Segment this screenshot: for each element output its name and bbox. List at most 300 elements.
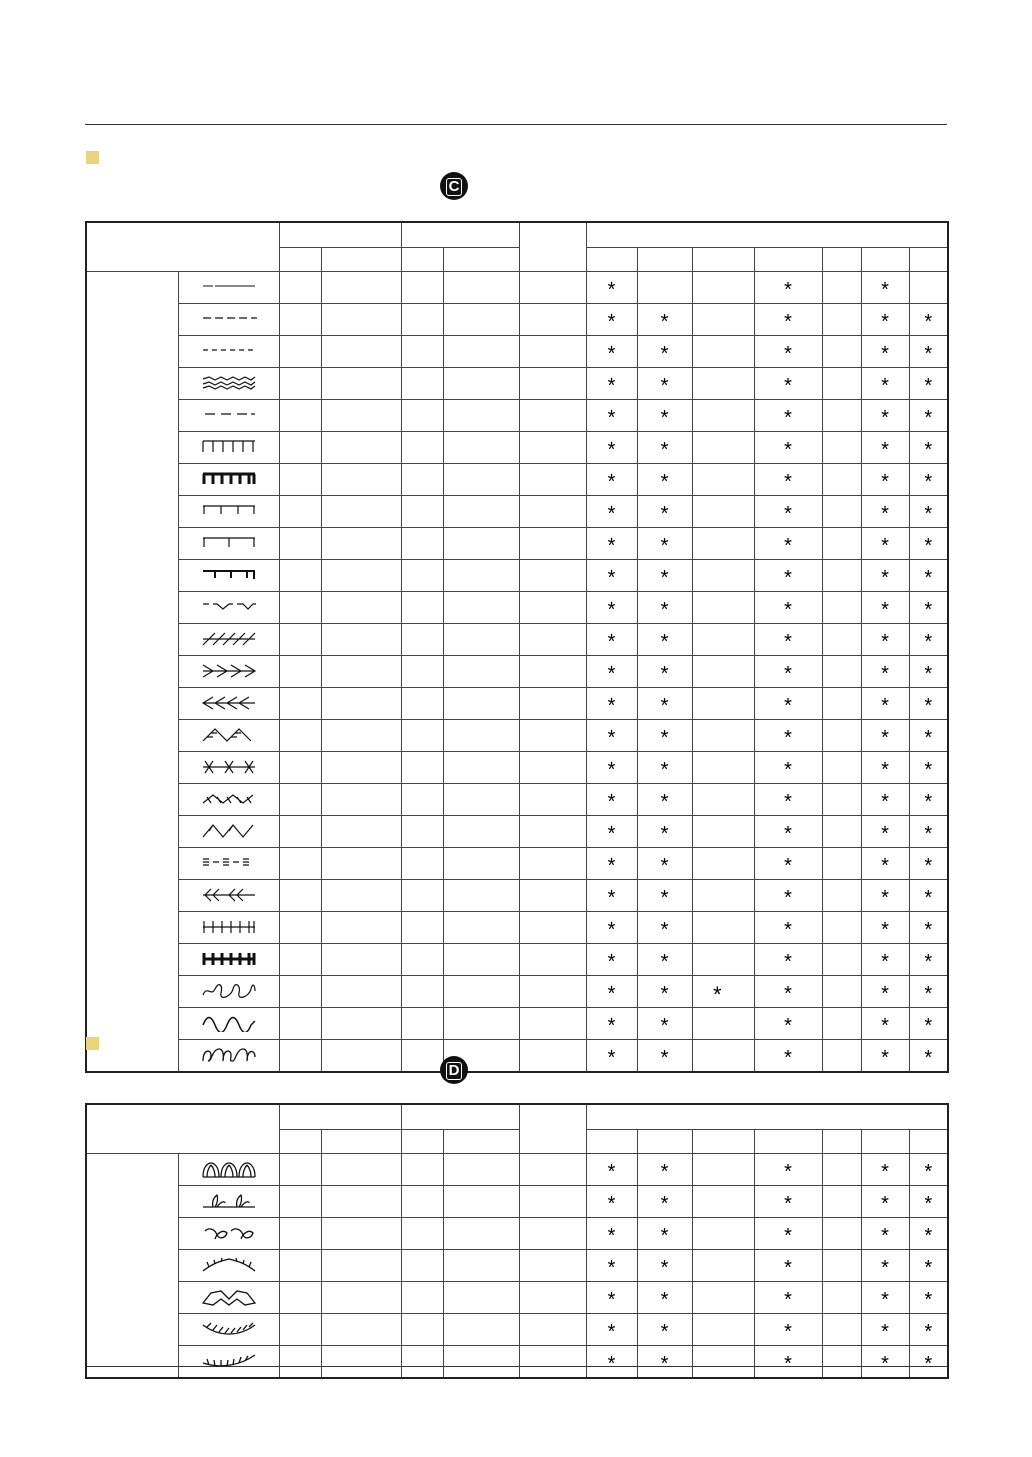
star-mark: * [660,342,669,365]
table-row [86,304,948,336]
stitch-bold-cross-line-icon [201,951,257,968]
compat-cell [692,944,754,976]
star-mark: * [607,1256,616,1279]
value-cell [519,1346,586,1379]
table-row [86,1008,948,1040]
star-mark: * [784,1160,792,1183]
stitch-pattern-cell [178,976,279,1008]
star-mark: * [881,790,889,813]
star-mark: * [881,1352,889,1375]
value-cell [279,1282,321,1314]
star-mark: * [784,502,792,525]
compat-cell [909,1218,948,1250]
stitch-dashed-icon [201,311,257,328]
stitch-fern-curve-icon [201,1353,257,1370]
star-mark: * [607,470,616,493]
stitch-pattern-cell [178,496,279,528]
value-cell [519,1186,586,1218]
compat-cell [754,1154,822,1186]
compat-cell [586,912,637,944]
subheader-cell [279,248,321,272]
stitch-feather-icon [201,791,257,808]
compat-cell [861,1346,909,1379]
compat-cell [909,464,948,496]
subheader-cell [754,248,822,272]
compat-cell [637,656,692,688]
value-cell [443,1008,519,1040]
compat-cell [909,944,948,976]
compat-cell [822,1346,861,1379]
compat-cell [586,272,637,304]
value-cell [401,624,443,656]
compat-cell [861,400,909,432]
value-cell [519,816,586,848]
compat-cell [909,720,948,752]
value-cell [401,1154,443,1186]
star-mark: * [660,1224,669,1247]
value-cell [279,1186,321,1218]
compat-cell [822,912,861,944]
value-cell [321,624,401,656]
value-cell [443,976,519,1008]
compat-cell [754,272,822,304]
star-mark: * [660,662,669,685]
compat-cell [822,688,861,720]
compat-cell [692,336,754,368]
star-mark: * [924,502,933,525]
compat-cell [861,688,909,720]
value-cell [401,1218,443,1250]
value-cell [401,848,443,880]
compat-cell [909,624,948,656]
compat-cell [586,528,637,560]
compat-cell [692,816,754,848]
star-mark: * [924,822,933,845]
star-mark: * [784,406,792,429]
star-mark: * [607,694,616,717]
value-cell [279,1040,321,1073]
stitch-fishbone-icon [201,887,257,904]
value-cell [401,976,443,1008]
value-cell [321,368,401,400]
value-cell [279,1008,321,1040]
compat-cell [822,1250,861,1282]
compat-cell [692,624,754,656]
star-mark: * [881,310,889,333]
compat-cell [861,336,909,368]
value-cell [443,784,519,816]
compat-cell [754,944,822,976]
value-cell [401,752,443,784]
compat-cell [586,880,637,912]
stitch-table [85,221,949,1073]
compat-cell [586,1250,637,1282]
compat-cell [909,592,948,624]
compat-cell [822,496,861,528]
stitch-sprouts-icon [201,1193,257,1210]
value-cell [279,720,321,752]
value-cell [443,1250,519,1282]
subheader-cell [637,1130,692,1154]
star-mark: * [660,470,669,493]
compat-cell [822,784,861,816]
table-row [86,1218,948,1250]
star-mark: * [607,374,616,397]
compat-cell [637,432,692,464]
value-cell [279,304,321,336]
value-cell [443,400,519,432]
compat-cell [909,1250,948,1282]
compat-cell [586,1218,637,1250]
compat-cell [822,1218,861,1250]
compat-cell [637,368,692,400]
star-mark: * [660,1320,669,1343]
star-mark: * [881,918,889,941]
star-mark: * [924,982,933,1005]
table-row [86,400,948,432]
star-mark: * [660,918,669,941]
value-cell [321,912,401,944]
star-mark: * [881,1288,889,1311]
star-mark: * [784,534,792,557]
compat-cell [909,1346,948,1379]
compat-cell [637,1218,692,1250]
star-mark: * [881,1320,889,1343]
value-cell [321,336,401,368]
compat-cell [754,496,822,528]
star-mark: * [881,374,889,397]
stitch-pattern-cell [178,688,279,720]
stitch-v-line-icon [201,599,257,616]
value-cell [443,528,519,560]
stitch-pattern-cell [178,720,279,752]
star-mark: * [607,566,616,589]
compat-cell [861,1218,909,1250]
stitch-zigzag-band-icon [201,375,257,392]
stitch-loop-wave-icon [201,1047,257,1064]
stitch-zigzag-fern-icon [201,727,257,744]
star-mark: * [881,342,889,365]
table-row [86,432,948,464]
value-cell [279,336,321,368]
star-mark: * [881,1224,889,1247]
compat-cell [909,1186,948,1218]
star-mark: * [607,1014,616,1037]
compat-cell [909,432,948,464]
value-cell [519,1008,586,1040]
stitch-pattern-cell [178,656,279,688]
value-cell [443,816,519,848]
star-mark: * [881,598,889,621]
star-mark: * [607,310,616,333]
subheader-cell [321,248,401,272]
star-mark: * [607,918,616,941]
stitch-pattern-cell [178,1040,279,1073]
star-mark: * [881,694,889,717]
compat-cell [861,720,909,752]
table-row [86,624,948,656]
value-cell [443,1154,519,1186]
compat-cell [692,400,754,432]
value-cell [279,1154,321,1186]
compat-cell [754,656,822,688]
compat-cell [754,1008,822,1040]
star-mark: * [607,982,616,1005]
compat-cell [637,944,692,976]
value-cell [443,592,519,624]
compat-cell [909,880,948,912]
compat-cell [637,1008,692,1040]
stitch-comb-icon [201,439,257,456]
value-cell [401,496,443,528]
value-cell [279,272,321,304]
stitch-peaks-icon [201,823,257,840]
compat-cell [637,688,692,720]
compat-cell [754,1282,822,1314]
star-mark: * [607,534,616,557]
stitch-pattern-cell [178,1314,279,1346]
value-cell [519,976,586,1008]
star-mark: * [784,950,792,973]
compat-cell [861,1282,909,1314]
value-cell [279,528,321,560]
stitch-pattern-cell [178,1218,279,1250]
star-mark: * [784,1224,792,1247]
section-marker [86,1037,99,1050]
compat-cell [586,624,637,656]
value-cell [443,1314,519,1346]
stitch-pattern-cell [178,784,279,816]
subheader-cell [822,1130,861,1154]
subheader-cell [637,248,692,272]
value-cell [401,528,443,560]
stitch-pattern-cell [178,912,279,944]
compat-cell [754,1218,822,1250]
compat-cell [861,304,909,336]
compat-cell [822,752,861,784]
star-mark: * [881,470,889,493]
compat-cell [861,880,909,912]
compat-cell [692,784,754,816]
value-cell [401,304,443,336]
stitch-t-line-icon [201,567,257,584]
star-mark: * [881,406,889,429]
stitch-pattern-cell [178,336,279,368]
star-mark: * [660,1160,669,1183]
compat-cell [822,656,861,688]
value-cell [401,336,443,368]
value-cell [519,432,586,464]
header-cell-single [519,222,586,272]
compat-cell [909,976,948,1008]
star-mark: * [881,534,889,557]
value-cell [321,720,401,752]
value-cell [519,848,586,880]
stitch-blanket-icon [201,535,257,552]
compat-cell [822,848,861,880]
compat-cell [822,304,861,336]
stitch-tulips-icon [201,1161,257,1178]
compat-cell [586,688,637,720]
compat-cell [692,592,754,624]
value-cell [519,272,586,304]
compat-cell [909,784,948,816]
value-cell [321,1250,401,1282]
value-cell [401,464,443,496]
value-cell [401,880,443,912]
star-mark: * [660,534,669,557]
compat-cell [754,688,822,720]
compat-cell [861,976,909,1008]
value-cell [401,1346,443,1379]
stitch-pattern-cell [178,368,279,400]
star-mark: * [607,950,616,973]
compat-cell [692,752,754,784]
compat-cell [692,688,754,720]
subheader-cell [401,1130,443,1154]
table-row [86,752,948,784]
compat-cell [861,528,909,560]
value-cell [279,560,321,592]
star-mark: * [924,854,933,877]
stitch-arrows-left-icon [201,695,257,712]
stitch-pattern-cell [178,848,279,880]
compat-cell [909,1282,948,1314]
table-row [86,848,948,880]
compat-cell [637,592,692,624]
compat-cell [586,368,637,400]
mode-badge: C [440,172,468,200]
star-mark: * [784,822,792,845]
compat-cell [586,848,637,880]
subheader-cell [586,1130,637,1154]
value-cell [321,656,401,688]
value-cell [401,1040,443,1073]
value-cell [519,656,586,688]
value-cell [321,528,401,560]
compat-cell [586,1040,637,1073]
compat-cell [692,432,754,464]
table-row [86,272,948,304]
star-mark: * [924,598,933,621]
star-mark: * [924,438,933,461]
value-cell [321,464,401,496]
compat-cell [586,1314,637,1346]
value-cell [519,368,586,400]
value-cell [279,1250,321,1282]
value-cell [519,496,586,528]
table-row [86,496,948,528]
value-cell [279,816,321,848]
stitch-pattern-cell [178,400,279,432]
value-cell [519,1314,586,1346]
compat-cell [822,464,861,496]
compat-cell [637,560,692,592]
star-mark: * [784,918,792,941]
value-cell [279,752,321,784]
value-cell [279,368,321,400]
value-cell [519,400,586,432]
star-mark: * [660,1046,669,1069]
table-row [86,368,948,400]
compat-cell [754,1186,822,1218]
compat-cell [637,464,692,496]
star-mark: * [607,1320,616,1343]
compat-cell [637,304,692,336]
value-cell [443,1218,519,1250]
star-mark: * [607,1352,616,1375]
compat-cell [586,592,637,624]
compat-cell [586,336,637,368]
star-mark: * [784,1256,792,1279]
compat-cell [692,1314,754,1346]
star-mark: * [784,662,792,685]
compat-cell [822,368,861,400]
compat-cell [692,272,754,304]
compat-cell [822,432,861,464]
compat-cell [692,1186,754,1218]
star-mark: * [924,1014,933,1037]
compat-cell [909,752,948,784]
star-mark: * [607,630,616,653]
compat-cell [909,816,948,848]
stitch-long-dashed-icon [201,407,257,424]
table-row [86,944,948,976]
table-row [86,912,948,944]
table-row [86,1346,948,1379]
value-cell [443,304,519,336]
table-row [86,656,948,688]
compat-cell [692,560,754,592]
stitch-pattern-cell [178,880,279,912]
stitch-leaves-icon [201,1289,257,1306]
compat-cell [637,1040,692,1073]
value-cell [443,848,519,880]
compat-cell [586,432,637,464]
subheader-cell [279,1130,321,1154]
value-cell [279,624,321,656]
star-mark: * [881,630,889,653]
compat-cell [586,304,637,336]
stitch-pattern-cell [178,304,279,336]
star-mark: * [660,790,669,813]
compat-cell [637,720,692,752]
mode-badge: D [440,1056,468,1084]
star-mark: * [660,1352,669,1375]
star-mark: * [784,310,792,333]
star-mark: * [660,950,669,973]
value-cell [443,752,519,784]
star-mark: * [881,950,889,973]
value-cell [443,432,519,464]
stitch-scribble-icon [201,983,257,1000]
stitch-pattern-cell [178,816,279,848]
compat-cell [861,624,909,656]
star-mark: * [881,758,889,781]
value-cell [279,848,321,880]
value-cell [401,1282,443,1314]
value-cell [519,592,586,624]
compat-cell [909,528,948,560]
subheader-cell [443,248,519,272]
compat-cell [586,1346,637,1379]
compat-cell [909,272,948,304]
compat-cell [822,1154,861,1186]
compat-cell [861,464,909,496]
value-cell [401,912,443,944]
table-row [86,528,948,560]
section-marker [86,151,99,164]
